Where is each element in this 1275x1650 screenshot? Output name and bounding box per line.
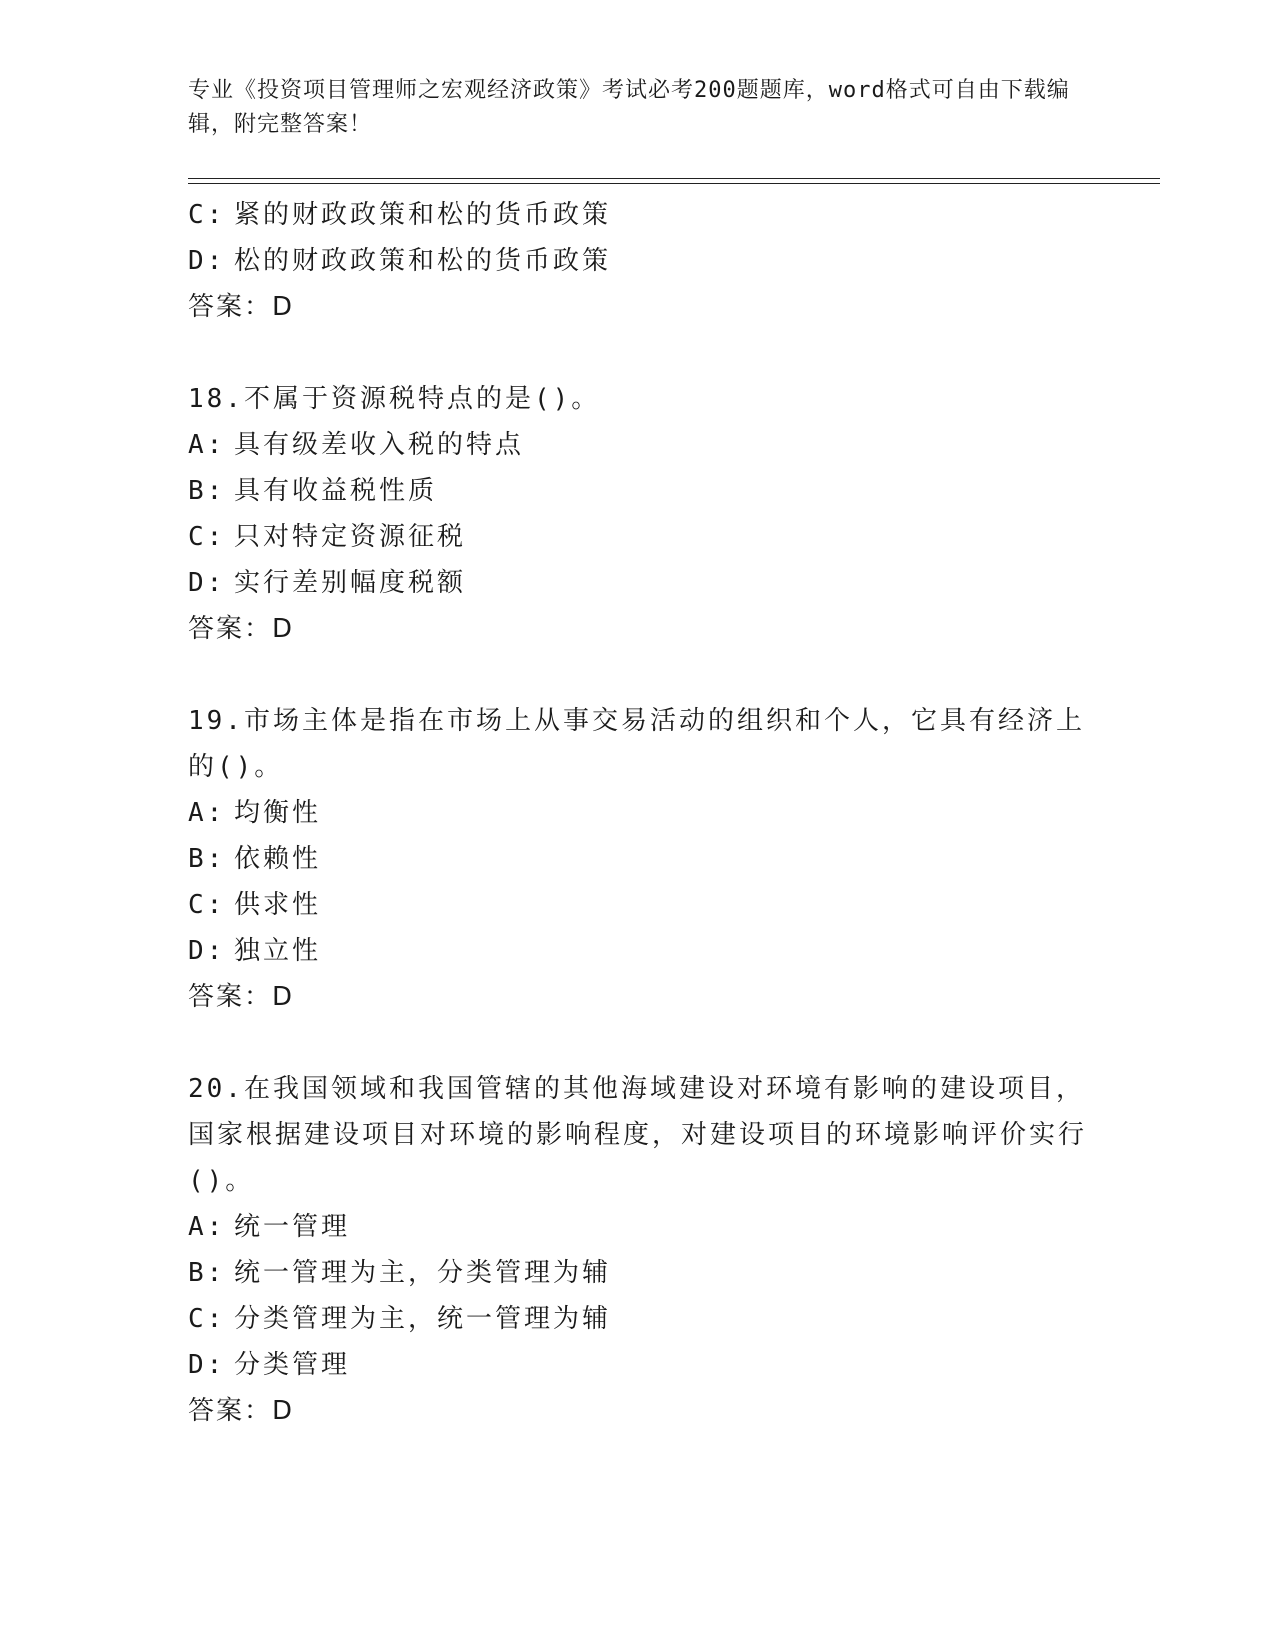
option-text: 具有级差收入税的特点 xyxy=(234,430,525,460)
option-key: C: xyxy=(188,200,226,230)
option-line xyxy=(188,1342,1088,1388)
option-key: B: xyxy=(188,844,226,874)
option-text: 分类管理 xyxy=(234,1350,351,1380)
option-line xyxy=(188,836,1088,882)
question-stem: 20.在我国领域和我国管辖的其他海域建设对环境有影响的建设项目，国家根据建设项目对环境的影响程度，对建设项目的环境影响评价实行()。 xyxy=(188,1074,1088,1196)
spacer xyxy=(188,1020,1088,1066)
option-text: 供求性 xyxy=(234,890,322,920)
page-header: 专业《投资项目管理师之宏观经济政策》考试必考200题题库，word格式可自由下载编辑，附完整答案！ xyxy=(188,78,1070,137)
question-19 xyxy=(188,698,1088,1020)
option-line xyxy=(188,422,1088,468)
question-18 xyxy=(188,376,1088,652)
option-text: 紧的财政政策和松的货币政策 xyxy=(234,200,612,230)
answer-line: 答案：D xyxy=(188,292,295,322)
option-key: D: xyxy=(188,1350,226,1380)
option-line xyxy=(188,882,1088,928)
header-divider-top xyxy=(188,178,1160,179)
option-key: C: xyxy=(188,890,226,920)
option-text: 统一管理为主，分类管理为辅 xyxy=(234,1258,612,1288)
option-text: 均衡性 xyxy=(234,798,322,828)
option-key: D: xyxy=(188,568,226,598)
option-line xyxy=(188,238,1088,284)
option-key: D: xyxy=(188,246,226,276)
spacer xyxy=(188,652,1088,698)
option-text: 具有收益税性质 xyxy=(234,476,438,506)
option-key: A: xyxy=(188,798,226,828)
option-text: 统一管理 xyxy=(234,1212,351,1242)
option-line xyxy=(188,1250,1088,1296)
answer-line: 答案：D xyxy=(188,982,295,1012)
option-line xyxy=(188,790,1088,836)
question-20 xyxy=(188,1066,1088,1434)
option-line xyxy=(188,1296,1088,1342)
answer-line: 答案：D xyxy=(188,614,295,644)
option-key: A: xyxy=(188,1212,226,1242)
option-line xyxy=(188,514,1088,560)
option-text: 实行差别幅度税额 xyxy=(234,568,467,598)
option-key: B: xyxy=(188,1258,226,1288)
option-text: 分类管理为主，统一管理为辅 xyxy=(234,1304,612,1334)
option-line xyxy=(188,560,1088,606)
option-text: 松的财政政策和松的货币政策 xyxy=(234,246,612,276)
option-key: B: xyxy=(188,476,226,506)
option-key: A: xyxy=(188,430,226,460)
question-stem: 19.市场主体是指在市场上从事交易活动的组织和个人，它具有经济上的()。 xyxy=(188,706,1085,782)
question-stem: 18.不属于资源税特点的是()。 xyxy=(188,384,601,414)
option-text: 依赖性 xyxy=(234,844,322,874)
option-text: 只对特定资源征税 xyxy=(234,522,467,552)
question-list xyxy=(188,192,1088,1434)
option-text: 独立性 xyxy=(234,936,322,966)
option-key: C: xyxy=(188,522,226,552)
option-line xyxy=(188,928,1088,974)
answer-line: 答案：D xyxy=(188,1396,295,1426)
option-key: C: xyxy=(188,1304,226,1334)
option-line xyxy=(188,468,1088,514)
option-line xyxy=(188,192,1088,238)
spacer xyxy=(188,330,1088,376)
header-divider-bottom xyxy=(188,183,1160,184)
option-line xyxy=(188,1204,1088,1250)
option-key: D: xyxy=(188,936,226,966)
carryover-question xyxy=(188,192,1088,330)
